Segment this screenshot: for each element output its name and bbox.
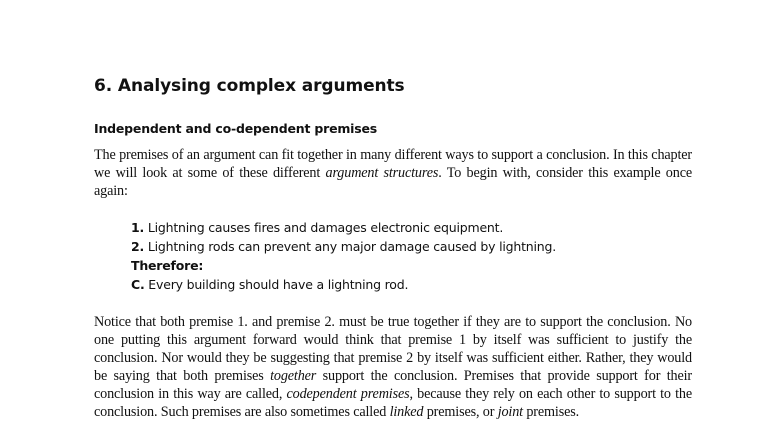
premise-1-number: 1.: [131, 220, 145, 235]
premise-2-number: 2.: [131, 239, 145, 254]
intro-paragraph: [94, 146, 692, 200]
premise-1-text: Lightning causes fires and damages electronic equipment.: [144, 220, 504, 235]
term-codependent-premises: codependent premises: [286, 386, 410, 402]
intro-text-end: . To begin with, consider this example once again:: [94, 165, 692, 199]
intro-text-start: The premises of an argument can fit together in many different ways to support a conclusion. In this chapter we will look at some of these different: [94, 147, 692, 181]
conclusion-text: Every building should have a lightning rod.: [144, 277, 409, 292]
conclusion-label: C.: [131, 277, 145, 292]
chapter-title: 6. Analysing complex arguments: [94, 76, 405, 96]
explanation-part-5: premises.: [522, 404, 579, 420]
explanation-part-1: Notice that both premise 1. and premise 2. must be true together if they are to support the conclusion. No one putting this argument forward would think that premise 1 by itself was sufficient to justify the conclusion. Nor would they be suggesting that premise 2 by itself was sufficient either. Rather, they would be saying that both premises: [94, 314, 692, 384]
term-argument-structures: argument structures: [325, 165, 439, 181]
premise-2-text: Lightning rods can prevent any major damage caused by lightning.: [144, 239, 557, 254]
explanation-part-3: , because they rely on each other to support to the conclusion. Such premises are also sometimes called: [94, 386, 692, 420]
explanation-part-4: premises, or: [423, 404, 498, 420]
therefore-label: Therefore:: [131, 258, 204, 273]
example-argument: [131, 218, 556, 294]
premise-2: [131, 237, 556, 256]
conclusion: [131, 275, 556, 294]
premise-1: [131, 218, 556, 237]
therefore-line: [131, 256, 556, 275]
explanation-paragraph: [94, 313, 692, 421]
term-joint: joint: [497, 404, 523, 420]
section-heading: Independent and co-dependent premises: [94, 121, 378, 136]
term-linked: linked: [389, 404, 424, 420]
emphasis-together: together: [270, 368, 317, 384]
explanation-part-2: support the conclusion. Premises that provide support for their conclusion in this way are called,: [94, 368, 692, 402]
